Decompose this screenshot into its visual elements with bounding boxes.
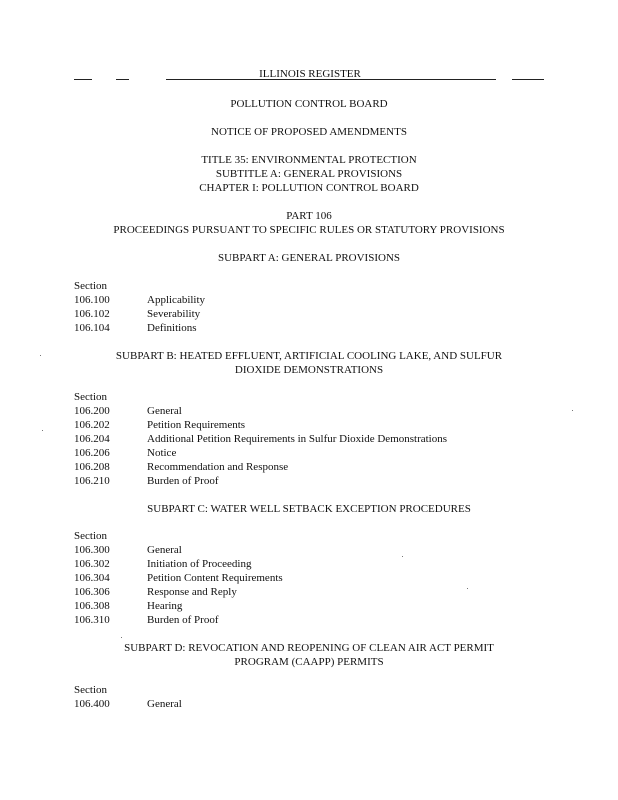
section-number: 106.200 xyxy=(74,405,110,417)
agency-name: POLLUTION CONTROL BOARD xyxy=(230,98,388,110)
notice-title: NOTICE OF PROPOSED AMENDMENTS xyxy=(211,126,407,138)
scan-speck xyxy=(40,355,41,356)
scan-speck xyxy=(121,637,122,638)
section-label: Section xyxy=(74,391,107,403)
section-title: Severability xyxy=(147,308,201,320)
section-title: Petition Requirements xyxy=(147,419,246,431)
subpart-heading: SUBPART D: REVOCATION AND REOPENING OF CLEAN AIR ACT PERMIT xyxy=(124,642,494,654)
section-row xyxy=(74,613,594,627)
register-header xyxy=(0,67,618,81)
section-row xyxy=(74,697,594,711)
section-row xyxy=(74,460,594,474)
chapter-line: CHAPTER I: POLLUTION CONTROL BOARD xyxy=(199,182,419,194)
section-row xyxy=(74,432,594,446)
section-number: 106.102 xyxy=(74,308,110,320)
section-row xyxy=(74,321,594,335)
section-title: General xyxy=(147,544,182,556)
section-number: 106.308 xyxy=(74,600,110,612)
scan-speck xyxy=(402,556,403,557)
section-label: Section xyxy=(74,530,107,542)
section-row xyxy=(74,585,594,599)
section-title: Hearing xyxy=(147,600,183,612)
section-number: 106.204 xyxy=(74,433,110,445)
section-number: 106.400 xyxy=(74,698,110,710)
section-title: Additional Petition Requirements in Sulfur Dioxide Demonstrations xyxy=(147,433,448,445)
subpart-heading: SUBPART A: GENERAL PROVISIONS xyxy=(218,252,400,264)
header-rule xyxy=(116,79,129,80)
section-number: 106.300 xyxy=(74,544,110,556)
section-number: 106.104 xyxy=(74,322,110,334)
section-number: 106.208 xyxy=(74,461,110,473)
section-title: Petition Content Requirements xyxy=(147,572,283,584)
part-name: PROCEEDINGS PURSUANT TO SPECIFIC RULES OR STATUTORY PROVISIONS xyxy=(113,224,505,236)
section-row xyxy=(74,293,594,307)
section-number: 106.302 xyxy=(74,558,110,570)
section-label: Section xyxy=(74,280,107,292)
header-rule xyxy=(512,79,544,80)
section-number: 106.206 xyxy=(74,447,110,459)
subpart-heading-cont: DIOXIDE DEMONSTRATIONS xyxy=(234,364,384,376)
section-row xyxy=(74,599,594,613)
scan-speck xyxy=(42,430,43,431)
subtitle-line: SUBTITLE A: GENERAL PROVISIONS xyxy=(215,168,403,180)
subpart-heading: SUBPART C: WATER WELL SETBACK EXCEPTION PROCEDURES xyxy=(147,503,471,515)
part-number: PART 106 xyxy=(286,210,332,222)
section-number: 106.306 xyxy=(74,586,110,598)
section-row xyxy=(74,446,594,460)
section-row xyxy=(74,543,594,557)
scan-speck xyxy=(572,410,573,411)
section-title: Recommendation and Response xyxy=(147,461,289,473)
title-line: TITLE 35: ENVIRONMENTAL PROTECTION xyxy=(201,154,417,166)
section-title: Response and Reply xyxy=(147,586,237,598)
section-title: Definitions xyxy=(147,322,197,334)
scan-speck xyxy=(467,588,468,589)
section-label: Section xyxy=(74,684,107,696)
section-number: 106.210 xyxy=(74,475,110,487)
section-title: Burden of Proof xyxy=(147,475,219,487)
section-title: Notice xyxy=(147,447,177,459)
section-row xyxy=(74,557,594,571)
section-row xyxy=(74,418,594,432)
section-number: 106.100 xyxy=(74,294,110,306)
section-title: Applicability xyxy=(147,294,206,306)
section-title: General xyxy=(147,698,182,710)
subpart-heading: SUBPART B: HEATED EFFLUENT, ARTIFICIAL COOLING LAKE, AND SULFUR xyxy=(115,350,503,362)
section-title: Burden of Proof xyxy=(147,614,219,626)
subpart-heading-cont: PROGRAM (CAAPP) PERMITS xyxy=(234,656,384,668)
section-row xyxy=(74,571,594,585)
section-number: 106.202 xyxy=(74,419,110,431)
register-title: ILLINOIS REGISTER xyxy=(259,68,361,80)
section-row xyxy=(74,474,594,488)
section-number: 106.304 xyxy=(74,572,110,584)
section-row xyxy=(74,307,594,321)
header-rule xyxy=(74,79,92,80)
section-title: General xyxy=(147,405,182,417)
section-row xyxy=(74,404,594,418)
section-number: 106.310 xyxy=(74,614,110,626)
section-title: Initiation of Proceeding xyxy=(147,558,252,570)
